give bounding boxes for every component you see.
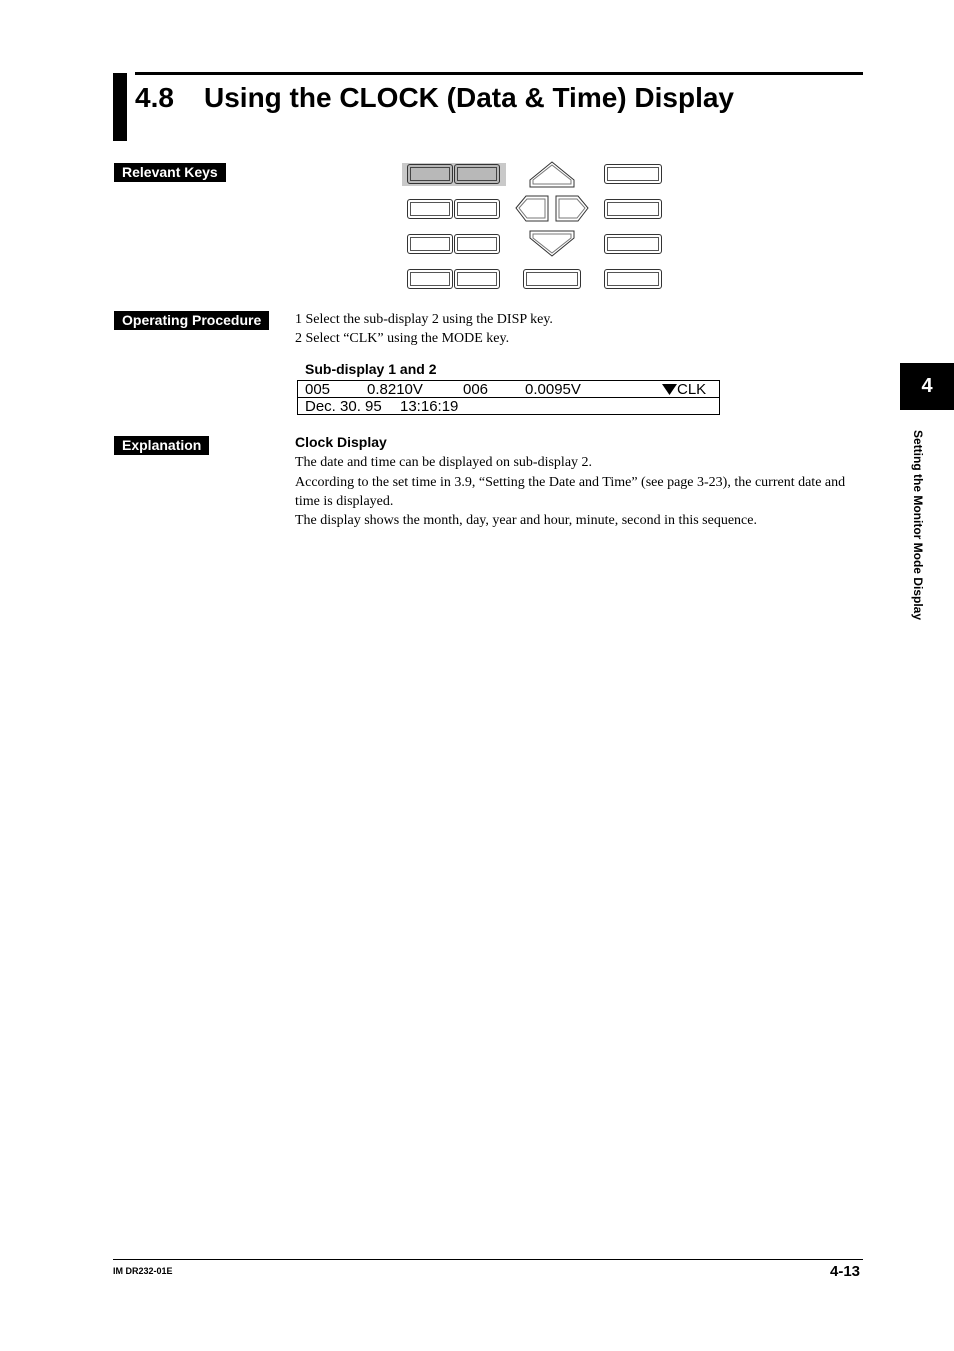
procedure-step-1: 1 Select the sub-display 2 using the DISP key. [295,312,553,327]
section-title: Using the CLOCK (Data & Time) Display [204,82,735,113]
key-r4-right [454,269,500,289]
sub1-channel-a: 005 [305,381,331,398]
subdisplay-caption: Sub-display 1 and 2 [305,361,437,377]
relevant-keys-label: Relevant Keys [114,163,226,182]
key-r2-right [454,199,500,219]
chapter-side-title: Setting the Monitor Mode Display [911,430,925,621]
footer-page-number: 4-13 [830,1263,861,1280]
sub2-time: 13:16:19 [400,398,459,415]
heading-rule [135,72,863,75]
key-highlighted-left [407,164,453,184]
page-title [135,82,734,114]
sub2-date: Dec. 30. 95 [305,398,382,415]
key-r2-left [407,199,453,219]
explanation-line-3: time is displayed. [295,494,394,509]
key-right-r2 [604,199,662,219]
heading-bar [113,73,127,141]
key-center-bottom [523,269,581,289]
explanation-line-4: The display shows the month, day, year and hour, minute, second in this sequence. [295,513,757,528]
procedure-step-2: 2 Select “CLK” using the MODE key. [295,331,510,346]
key-right-r3 [604,234,662,254]
triangle-down-icon [662,383,677,395]
key-r3-right [454,234,500,254]
explanation-title: Clock Display [295,434,387,450]
sub1-channel-b: 006 [463,381,489,398]
key-r3-left [407,234,453,254]
explanation-label: Explanation [114,436,209,455]
key-r4-left [407,269,453,289]
chapter-tab: 4 [900,363,954,410]
key-right-r1 [604,164,662,184]
operating-procedure-label: Operating Procedure [114,311,269,330]
arrow-keys-cluster [510,158,596,260]
section-number: 4.8 [135,82,174,113]
explanation-line-2: According to the set time in 3.9, “Setting the Date and Time” (see page 3-23), the current date and [295,475,846,490]
sub1-value-b: 0.0095V [525,381,581,398]
footer-rule [113,1259,863,1260]
sub1-mode [662,381,706,398]
explanation-line-1: The date and time can be displayed on sub-display 2. [295,455,593,470]
key-highlighted-right [454,164,500,184]
sub1-mode-label: CLK [677,381,707,398]
key-right-r4 [604,269,662,289]
sub1-value-a: 0.8210V [367,381,423,398]
footer-doc-id: IM DR232-01E [113,1266,173,1276]
